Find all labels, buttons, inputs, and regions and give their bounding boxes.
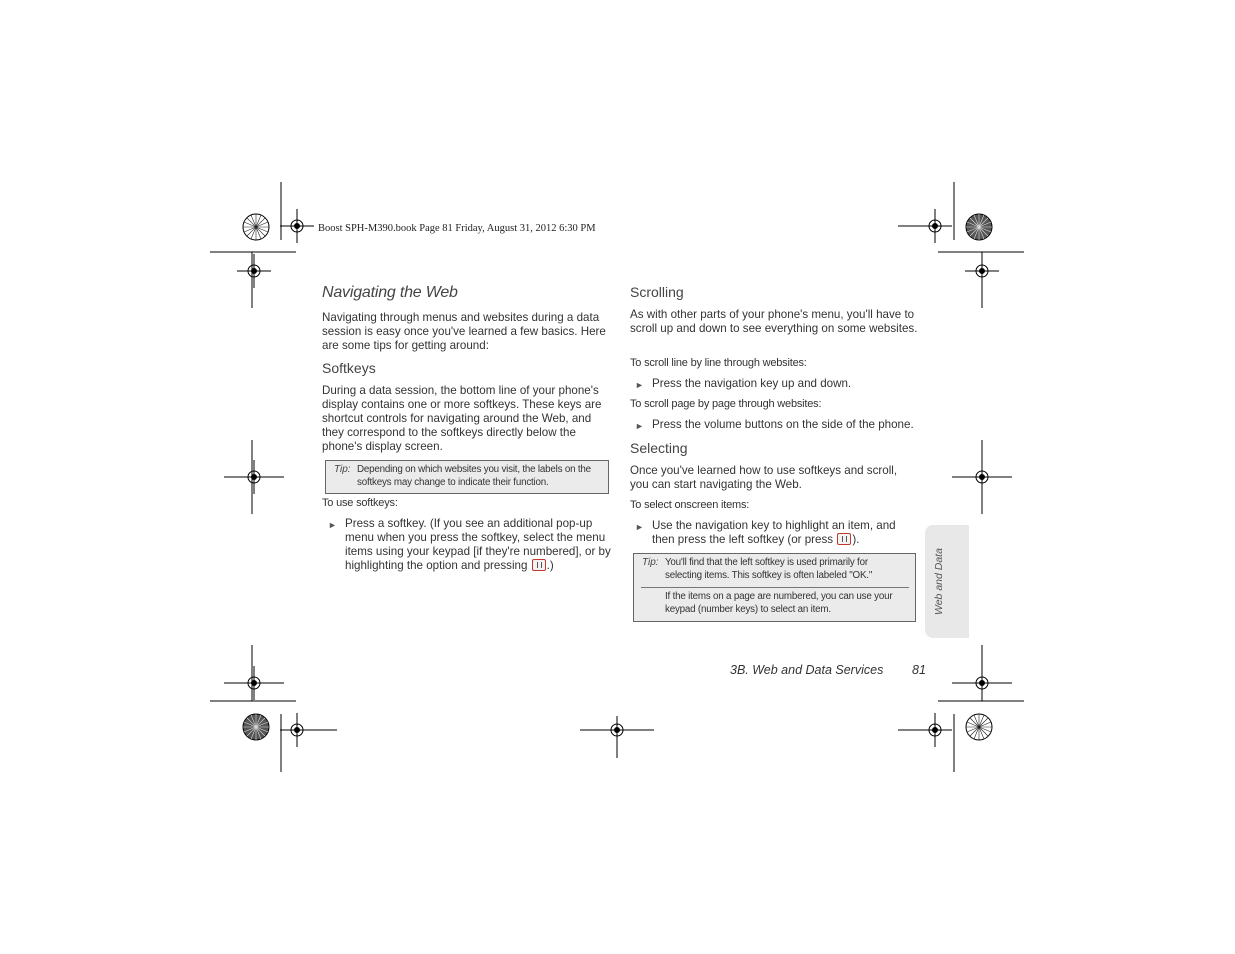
scroll-line-lead: To scroll line by line through websites: [630,357,807,369]
list-item: ► Press a softkey. (If you see an additional pop-up menu when you press the softkey, select the menu items using your keypad [if they're numbered], or by highlighting the option and pressing .) [328,517,611,572]
tip-label: Tip: [334,464,351,475]
selecting-heading: Selecting [630,440,688,456]
bullet-arrow-icon: ► [635,380,644,390]
list-item: ► Press the navigation key up and down. [635,377,852,390]
ok-key-icon [532,559,546,571]
select-items-lead: To select onscreen items: [630,499,750,511]
use-softkeys-lead: To use softkeys: [322,497,398,509]
page-title: Navigating the Web [322,284,458,301]
scroll-page-lead: To scroll page by page through websites: [630,398,822,410]
ok-key-icon [837,533,851,545]
page-number: 81 [912,663,926,677]
print-header: Boost SPH-M390.book Page 81 Friday, August 31, 2012 6:30 PM [318,223,596,234]
chapter-tab-label: Web and Data [933,548,945,615]
intro-paragraph: Navigating through menus and websites during a data session is easy once you've learned a few basics. Here are some tips for getting around: [322,311,606,352]
selecting-paragraph: Once you've learned how to use softkeys and scroll, you can start navigating the Web. [630,464,898,491]
list-item: ► Use the navigation key to highlight an item, and then press the left softkey (or press ). [635,519,896,546]
bullet-arrow-icon: ► [328,520,337,530]
tip-text: If the items on a page are numbered, you can use your keypad (number keys) to select an item. [665,591,893,615]
tip-box-selecting [633,553,916,622]
softkeys-heading: Softkeys [322,360,376,376]
tip-divider [641,587,909,588]
footer-section: 3B. Web and Data Services [730,663,884,677]
chapter-tab [925,525,969,638]
softkeys-paragraph: During a data session, the bottom line of your phone's display contains one or more softkeys. These keys are shortcut controls for navigating around the Web, and they correspond to the softkeys directly below the phone's display screen. [322,384,602,453]
scrolling-paragraph: As with other parts of your phone's menu, you'll have to scroll up and down to see everything on some websites. [630,308,918,335]
list-item: ► Press the volume buttons on the side of the phone. [635,418,914,431]
tip-text: Depending on which websites you visit, the labels on the softkeys may change to indicate their function. [357,464,591,488]
tip-text: You'll find that the left softkey is used primarily for selecting items. This softkey is often labeled "OK." [665,557,873,581]
tip-box-softkeys [325,460,609,494]
bullet-arrow-icon: ► [635,421,644,431]
bullet-arrow-icon: ► [635,522,644,532]
scrolling-heading: Scrolling [630,284,684,300]
tip-label: Tip: [642,557,659,568]
